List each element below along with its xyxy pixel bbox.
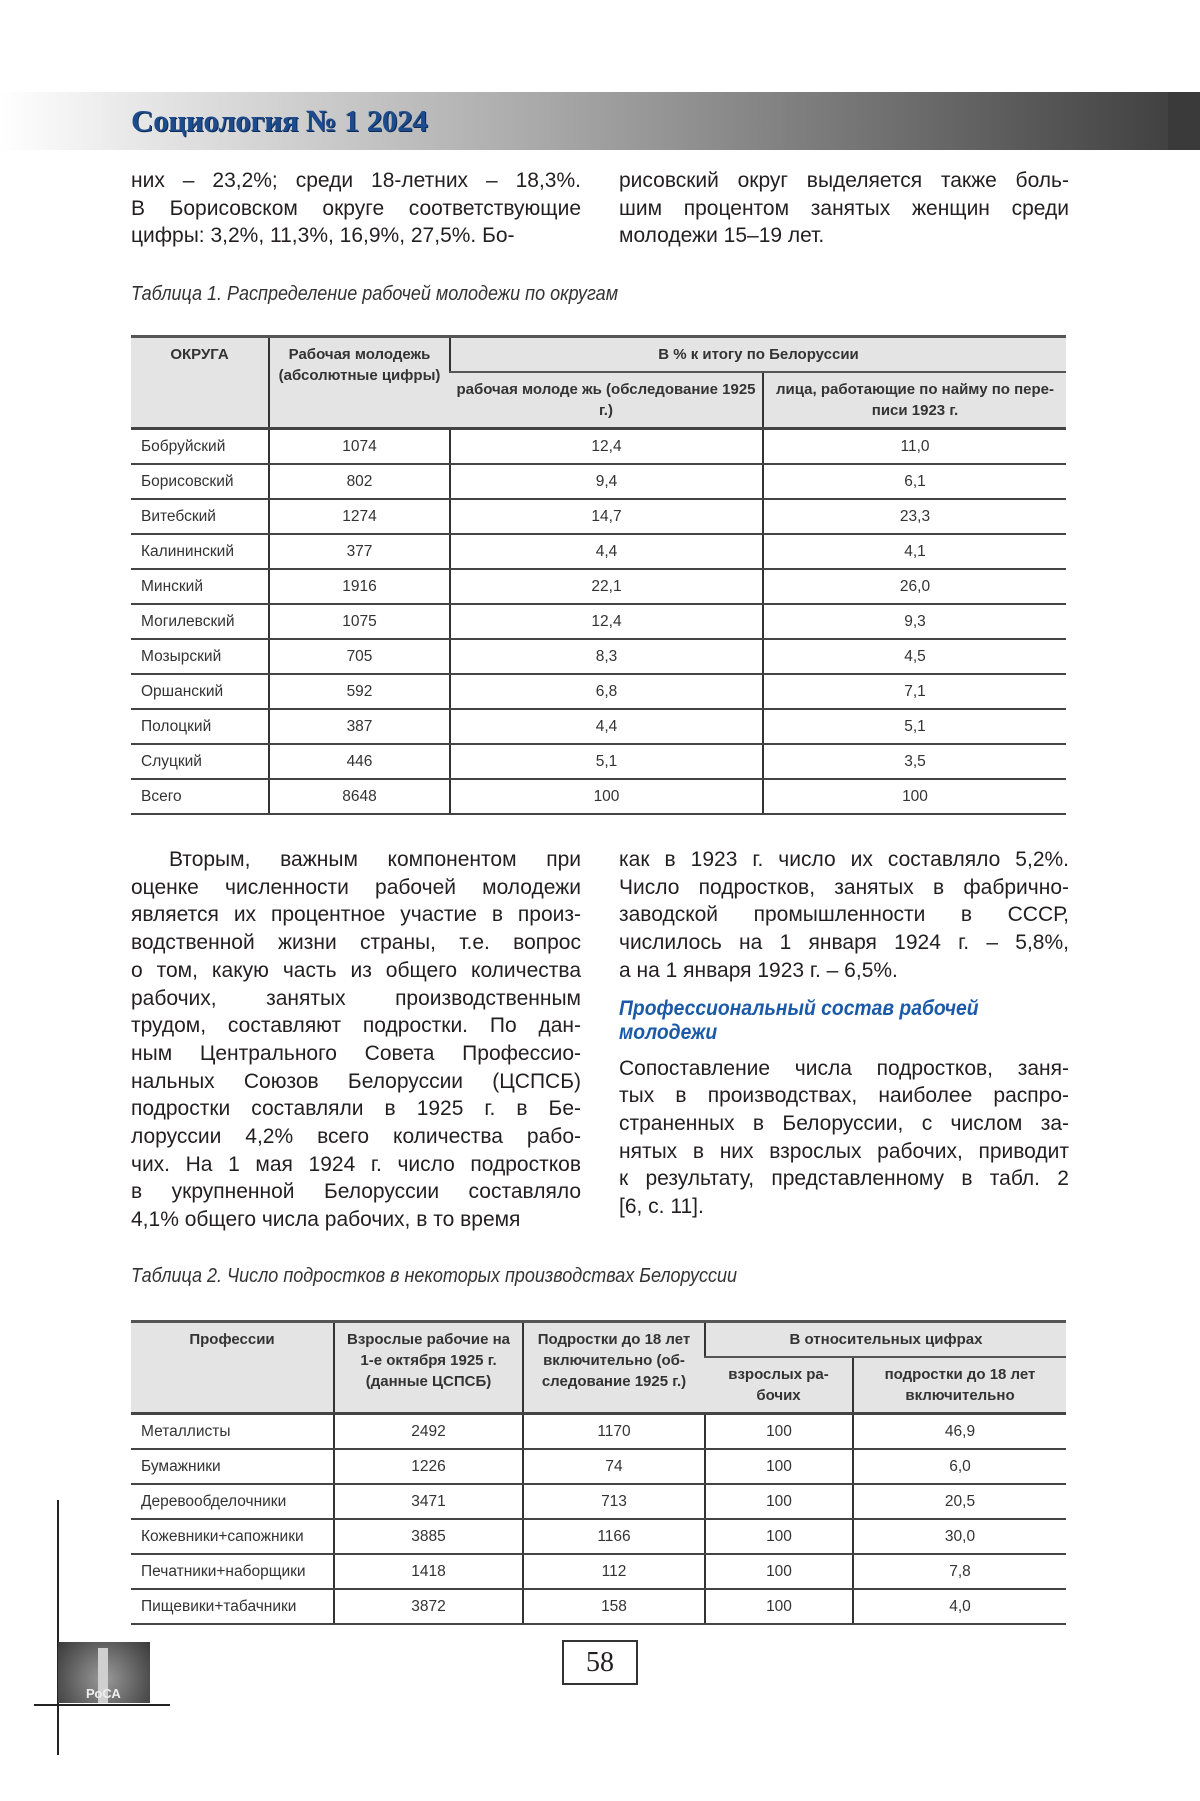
row-label: Слуцкий	[131, 744, 269, 779]
table1-body	[131, 429, 1066, 815]
table2-body	[131, 1414, 1066, 1625]
text-line: тых в производствах, наиболее распро-	[619, 1082, 1069, 1110]
text-line: ным Центрального Совета Профессио-	[131, 1040, 581, 1068]
logo-text: РоСА	[86, 1686, 121, 1701]
rosa-logo	[58, 1642, 150, 1703]
table-row	[131, 1449, 1066, 1484]
text-line: шим процентом занятых женщин среди	[619, 195, 1069, 223]
table-cell: 100	[705, 1519, 853, 1554]
table-cell: 100	[705, 1449, 853, 1484]
row-label: Оршанский	[131, 674, 269, 709]
row-label: Мозырский	[131, 639, 269, 674]
table1-header-survey: рабочая молоде жь (обследование 1925 г.)	[450, 372, 763, 429]
table-cell: 8,3	[450, 639, 763, 674]
table-cell: 4,4	[450, 534, 763, 569]
table1-header-district: ОКРУГА	[131, 337, 269, 429]
table-row	[131, 1484, 1066, 1519]
row-label: Полоцкий	[131, 709, 269, 744]
table-cell: 100	[705, 1554, 853, 1589]
table1-header-abs: Рабочая молодежь (абсолютные цифры)	[269, 337, 450, 429]
table-cell: 12,4	[450, 604, 763, 639]
table-row	[131, 569, 1066, 604]
row-label: Бумажники	[131, 1449, 334, 1484]
table-row	[131, 639, 1066, 674]
table-cell: 3471	[334, 1484, 523, 1519]
table-cell: 12,4	[450, 429, 763, 465]
table-cell: 22,1	[450, 569, 763, 604]
row-label: Пищевики+табачники	[131, 1589, 334, 1624]
text-line: рисовский округ выделяется также боль-	[619, 167, 1069, 195]
text-line: как в 1923 г. число их составляло 5,2%.	[619, 846, 1069, 874]
middle-text-col1	[131, 846, 581, 1234]
table-cell: 1075	[269, 604, 450, 639]
table-cell: 9,4	[450, 464, 763, 499]
table-row	[131, 1414, 1066, 1450]
table-cell: 5,1	[763, 709, 1066, 744]
table-row	[131, 464, 1066, 499]
table-cell: 23,3	[763, 499, 1066, 534]
table-cell: 6,0	[853, 1449, 1066, 1484]
text-line: а на 1 января 1923 г. – 6,5%.	[619, 957, 1069, 985]
table-cell: 446	[269, 744, 450, 779]
text-line: числилось на 1 января 1924 г. – 5,8%,	[619, 929, 1069, 957]
table1-header-census: лица, работающие по найму по пере-писи 1923 г.	[763, 372, 1066, 429]
top-text-col2	[619, 167, 1069, 250]
table-cell: 3885	[334, 1519, 523, 1554]
page-number: 58	[562, 1640, 638, 1685]
text-line: в укрупненной Белоруссии составляло	[131, 1178, 581, 1206]
table1	[131, 335, 1066, 815]
table-cell: 74	[523, 1449, 705, 1484]
table-cell: 1226	[334, 1449, 523, 1484]
table-cell: 3,5	[763, 744, 1066, 779]
text-line: чих. На 1 мая 1924 г. число подростков	[131, 1151, 581, 1179]
table-cell: 4,5	[763, 639, 1066, 674]
text-line: трудом, составляют подростки. По дан-	[131, 1012, 581, 1040]
table-cell: 6,8	[450, 674, 763, 709]
text-line: Вторым, важным компонентом при	[131, 846, 581, 874]
table-cell: 705	[269, 639, 450, 674]
table-cell: 14,7	[450, 499, 763, 534]
table-cell: 46,9	[853, 1414, 1066, 1450]
table-cell: 8648	[269, 779, 450, 814]
text-line: рабочих, занятых производственным	[131, 985, 581, 1013]
middle-text-col2	[619, 846, 1069, 1221]
table-row	[131, 709, 1066, 744]
table2-header-adults: Взрослые рабочие на 1-е октября 1925 г. (данные ЦСПСБ)	[334, 1322, 523, 1414]
table-cell: 1418	[334, 1554, 523, 1589]
table2-header-profession: Профессии	[131, 1322, 334, 1414]
table-cell: 9,3	[763, 604, 1066, 639]
row-label: Металлисты	[131, 1414, 334, 1450]
text-line: 4,1% общего числа рабочих, в то время	[131, 1206, 581, 1234]
text-line: [6, с. 11].	[619, 1193, 1069, 1221]
text-line: Число подростков, занятых в фабрично-	[619, 874, 1069, 902]
table-row	[131, 1554, 1066, 1589]
text-line: Сопоставление числа подростков, заня-	[619, 1055, 1069, 1083]
table-row	[131, 499, 1066, 534]
row-label: Всего	[131, 779, 269, 814]
table-cell: 1170	[523, 1414, 705, 1450]
text-line: подростки составляли в 1925 г. в Бе-	[131, 1095, 581, 1123]
table-cell: 592	[269, 674, 450, 709]
table2	[131, 1320, 1066, 1625]
crop-mark-horizontal	[34, 1704, 170, 1706]
text-line: цифры: 3,2%, 11,3%, 16,9%, 27,5%. Бо-	[131, 222, 581, 250]
table-cell: 802	[269, 464, 450, 499]
table-row	[131, 604, 1066, 639]
crop-mark-vertical	[57, 1500, 59, 1755]
table-cell: 100	[705, 1414, 853, 1450]
col2-paragraph2	[619, 1055, 1069, 1221]
table1-caption: Таблица 1. Распределение рабочей молодежи по округам	[131, 283, 618, 306]
text-line: является их процентное участие в произ-	[131, 901, 581, 929]
table-cell: 6,1	[763, 464, 1066, 499]
table2-header-group: В относительных цифрах	[705, 1322, 1066, 1358]
text-line: В Борисовском округе соответствующие	[131, 195, 581, 223]
text-line: оценке численности рабочей молодежи	[131, 874, 581, 902]
row-label: Деревообделочники	[131, 1484, 334, 1519]
header-band-end	[1168, 92, 1200, 150]
table-row	[131, 1519, 1066, 1554]
table-cell: 3872	[334, 1589, 523, 1624]
table-cell: 4,4	[450, 709, 763, 744]
text-line: страненных в Белоруссии, с числом за-	[619, 1110, 1069, 1138]
row-label: Борисовский	[131, 464, 269, 499]
table1-header-group: В % к итогу по Белоруссии	[450, 337, 1066, 373]
table-row	[131, 779, 1066, 814]
table-cell: 1916	[269, 569, 450, 604]
table-cell: 1166	[523, 1519, 705, 1554]
table-cell: 5,1	[450, 744, 763, 779]
col2-paragraph1	[619, 846, 1069, 985]
section-heading: Профессиональный состав рабочей молодежи	[619, 997, 1033, 1045]
table-row	[131, 429, 1066, 465]
table-cell: 100	[450, 779, 763, 814]
table-row	[131, 744, 1066, 779]
table-cell: 100	[705, 1589, 853, 1624]
text-line: заводской промышленности в СССР,	[619, 901, 1069, 929]
table-cell: 112	[523, 1554, 705, 1589]
table-row	[131, 674, 1066, 709]
table-cell: 4,1	[763, 534, 1066, 569]
table-cell: 20,5	[853, 1484, 1066, 1519]
row-label: Печатники+наборщики	[131, 1554, 334, 1589]
table-cell: 1074	[269, 429, 450, 465]
table-cell: 11,0	[763, 429, 1066, 465]
table-cell: 100	[705, 1484, 853, 1519]
text-line: лоруссии 4,2% всего количества рабо-	[131, 1123, 581, 1151]
table2-caption: Таблица 2. Число подростков в некоторых производствах Белоруссии	[131, 1265, 737, 1288]
table-cell: 7,8	[853, 1554, 1066, 1589]
text-line: нятых в них взрослых рабочих, приводит	[619, 1138, 1069, 1166]
table-cell: 713	[523, 1484, 705, 1519]
table-cell: 4,0	[853, 1589, 1066, 1624]
table-row	[131, 1589, 1066, 1624]
table-cell: 30,0	[853, 1519, 1066, 1554]
top-text-col1	[131, 167, 581, 250]
text-line: водственной жизни страны, т.е. вопрос	[131, 929, 581, 957]
table-cell: 2492	[334, 1414, 523, 1450]
table2-header-rel-teens: подростки до 18 лет включительно	[853, 1357, 1066, 1414]
row-label: Бобруйский	[131, 429, 269, 465]
text-line: к результату, представленному в табл. 2	[619, 1165, 1069, 1193]
table-cell: 100	[763, 779, 1066, 814]
table-cell: 1274	[269, 499, 450, 534]
row-label: Могилевский	[131, 604, 269, 639]
row-label: Кожевники+сапожники	[131, 1519, 334, 1554]
table-row	[131, 534, 1066, 569]
table-cell: 387	[269, 709, 450, 744]
text-line: о том, какую часть из общего количества	[131, 957, 581, 985]
table-cell: 377	[269, 534, 450, 569]
text-line: нальных Союзов Белоруссии (ЦСПСБ)	[131, 1068, 581, 1096]
row-label: Минский	[131, 569, 269, 604]
row-label: Витебский	[131, 499, 269, 534]
table-cell: 7,1	[763, 674, 1066, 709]
text-line: молодежи 15–19 лет.	[619, 222, 1069, 250]
journal-title: Социология № 1 2024	[131, 103, 428, 139]
text-line: них – 23,2%; среди 18-летних – 18,3%.	[131, 167, 581, 195]
table2-header-teens: Подростки до 18 лет включительно (об-следование 1925 г.)	[523, 1322, 705, 1414]
table2-header-rel-adults: взрослых ра-бочих	[705, 1357, 853, 1414]
row-label: Калининский	[131, 534, 269, 569]
table-cell: 26,0	[763, 569, 1066, 604]
table-cell: 158	[523, 1589, 705, 1624]
